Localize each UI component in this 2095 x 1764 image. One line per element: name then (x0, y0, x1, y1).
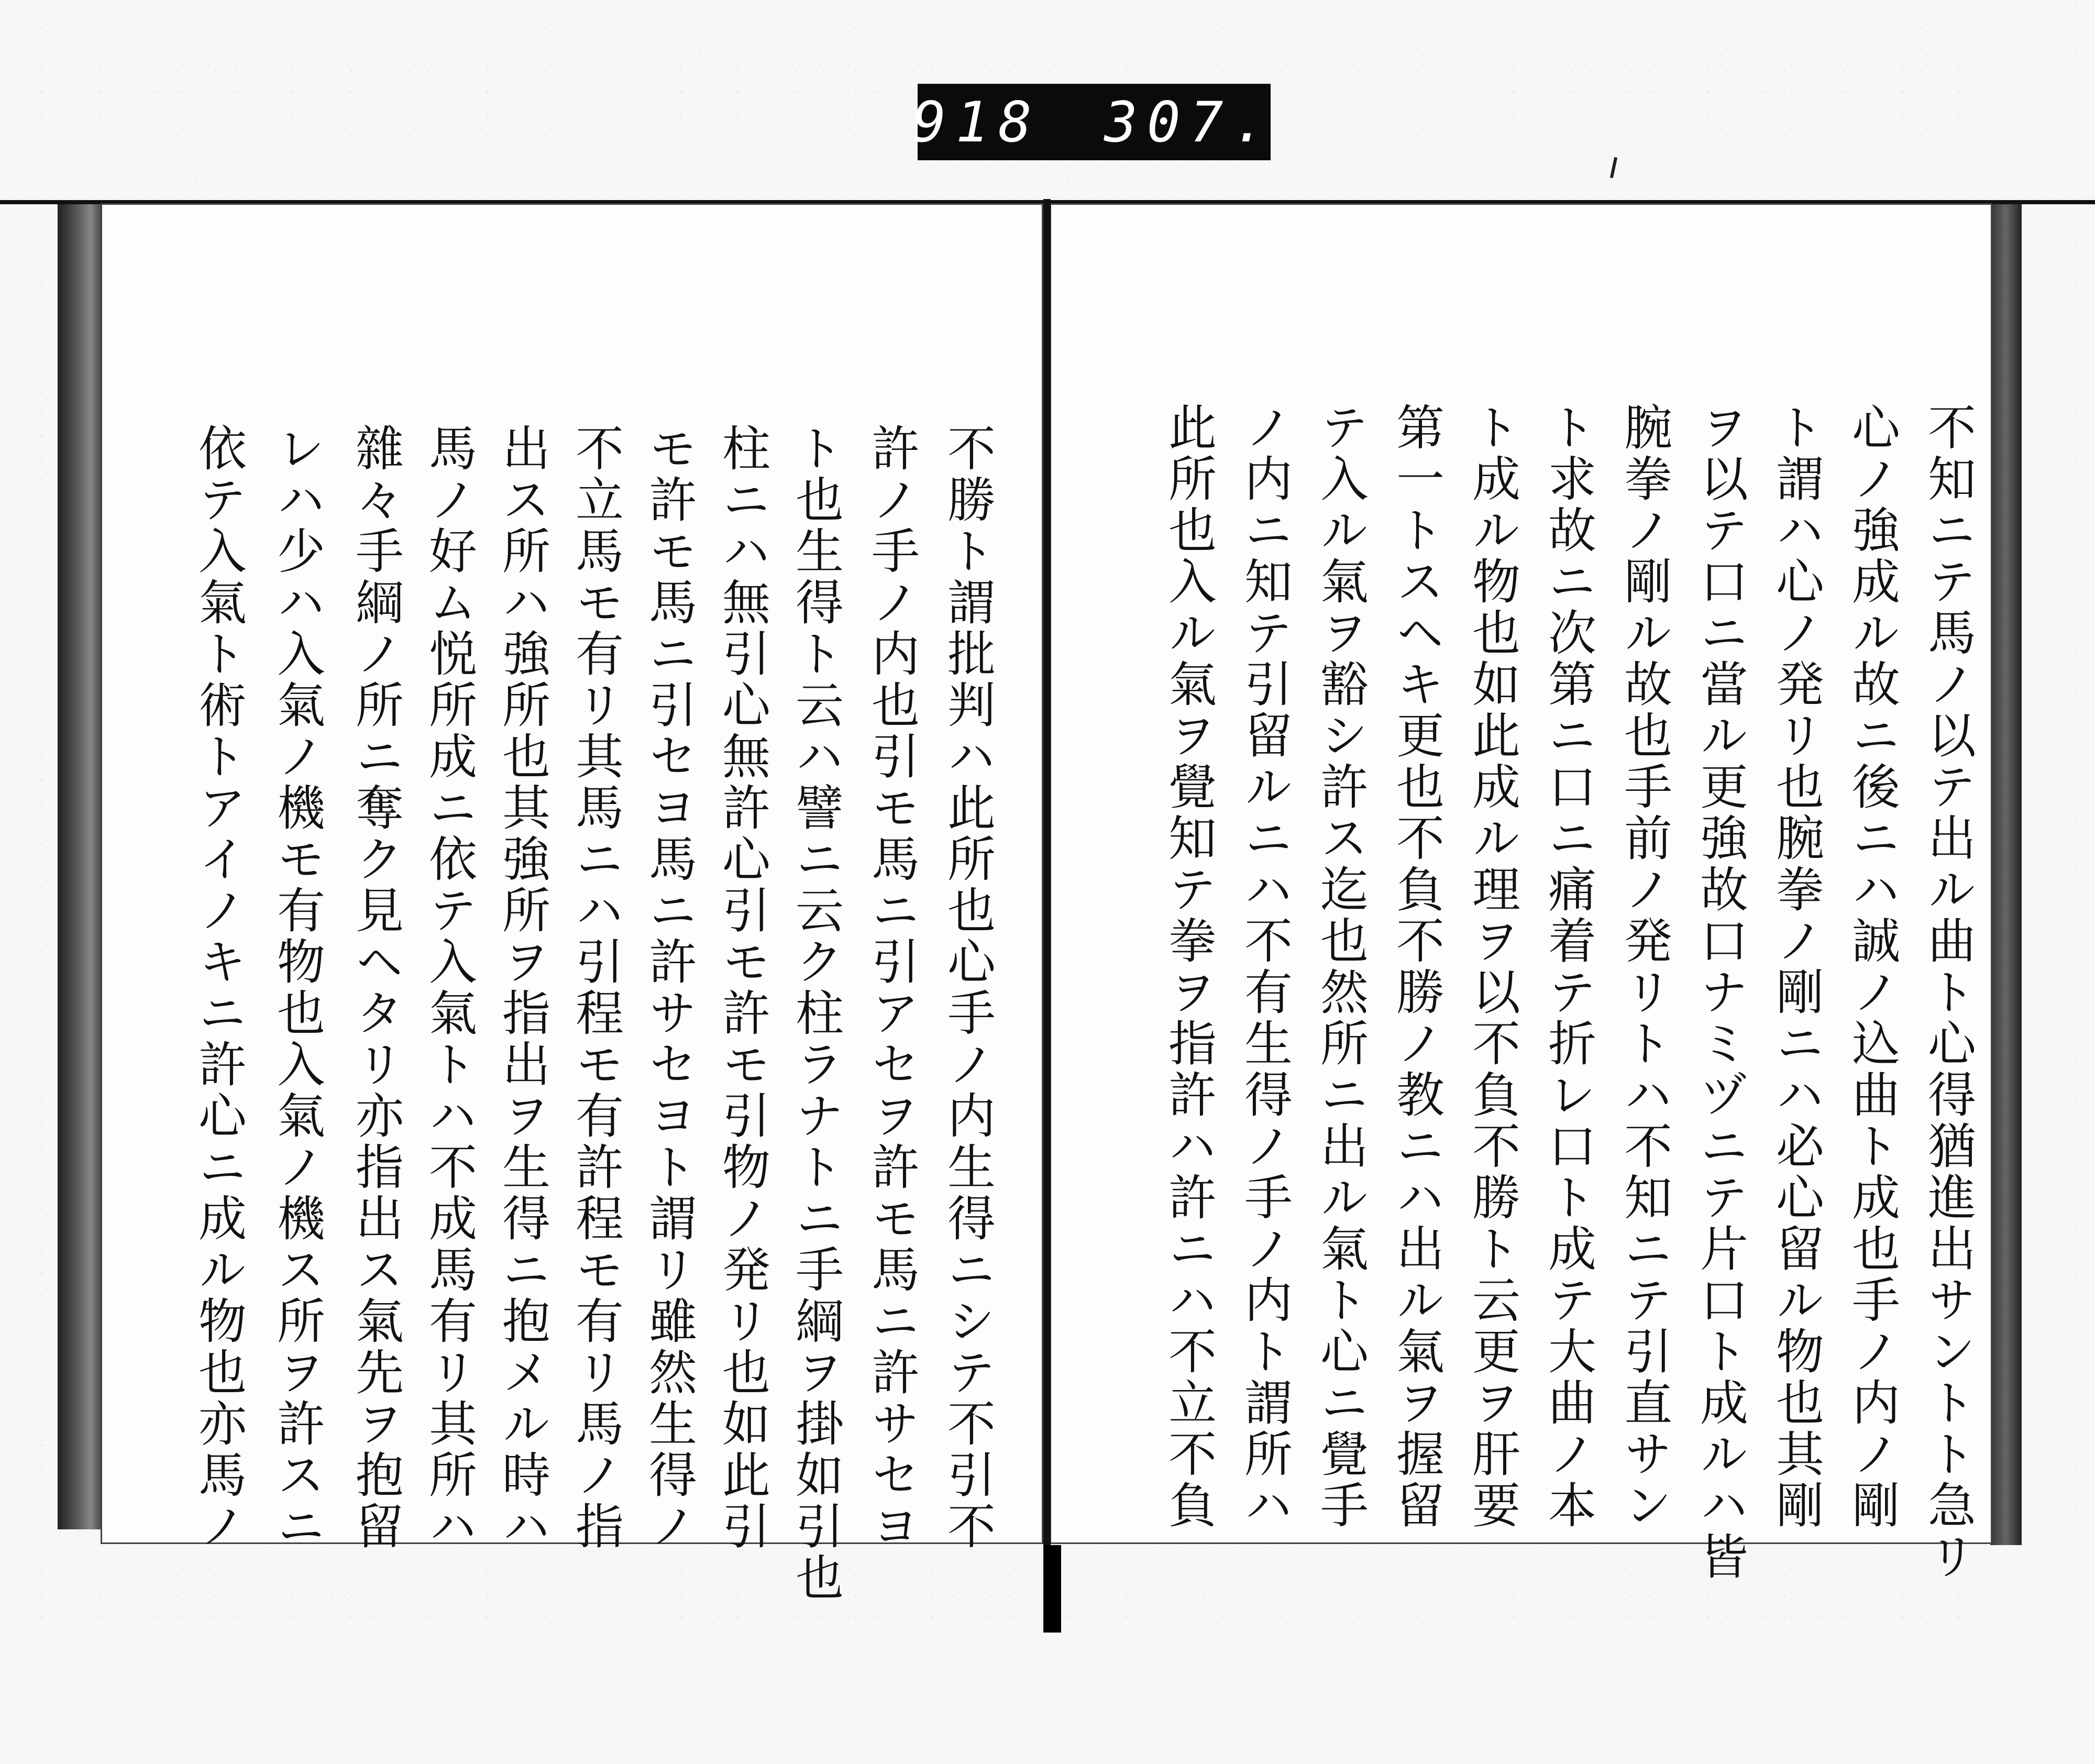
right-page (1050, 203, 1992, 1583)
left-col-6: 不立馬モ有リ其馬ニハ引程モ有許程モ有リ馬ノ指 (568, 423, 624, 1552)
right-col-3: ト謂ハ心ノ発リ也腕拳ノ剛ニハ必心留ル物也其剛 (1768, 402, 1824, 1531)
right-col-6: ト求故ニ次第ニ口ニ痛着テ折レ口ト成テ大曲ノ本 (1540, 402, 1596, 1531)
left-archive-number: 918 (912, 90, 1042, 155)
right-archive-number: 307. (1104, 90, 1276, 155)
right-col-4: ヲ以テ口ニ當ル更強故口ナミヅニテ片口ト成ルハ皆 (1692, 402, 1748, 1583)
archive-number-label (912, 84, 1276, 160)
left-col-7: 出ス所ハ強所也其強所ヲ指出ヲ生得ニ抱メル時ハ (494, 423, 550, 1552)
right-col-8: 第一トスヘキ更也不負不勝ノ教ニハ出ル氣ヲ握留 (1388, 402, 1445, 1531)
left-page-edge (58, 204, 105, 1529)
left-col-9: 雜々手綱ノ所ニ奪ク見ヘタリ亦指出ス氣先ヲ抱留 (348, 423, 404, 1552)
left-col-1: 不勝ト謂批判ハ此所也心手ノ内生得ニシテ不引不 (940, 423, 996, 1552)
right-col-7: ト成ル物也如此成ル理ヲ以不負不勝ト云更ヲ肝要 (1464, 402, 1520, 1531)
book-spine (1043, 199, 1051, 1633)
left-col-2: 許ノ手ノ内也引モ馬ニ引アセヲ許モ馬ニ許サセヨ (864, 423, 920, 1552)
left-col-3: ト也生得ト云ハ譬ニ云ク柱ラナトニ手綱ヲ掛如引也 (788, 423, 844, 1604)
right-col-10: ノ内ニ知テ引留ルニハ不有生得ノ手ノ内ト謂所ハ (1237, 402, 1293, 1531)
left-col-11: 依テ入氣ト術トアイノキニ許心ニ成ル物也亦馬ノ (191, 423, 247, 1552)
right-page-edge (1990, 204, 2022, 1545)
left-page (101, 203, 1043, 1604)
right-col-9: テ入ル氣ヲ豁シ許ス迄也然所ニ出ル氣ト心ニ覺手 (1313, 402, 1369, 1531)
right-col-1: 不知ニテ馬ノ以テ出ル曲ト心得猶進出サントト急リ (1920, 402, 1976, 1583)
left-col-5: モ許モ馬ニ引セヨ馬ニ許サセヨト謂リ雖然生得ノ (641, 423, 697, 1552)
right-col-2: 心ノ強成ル故ニ後ニハ誠ノ込曲ト成也手ノ内ノ剛 (1844, 402, 1900, 1531)
left-col-10: レハ少ハ入氣ノ機モ有物也入氣ノ機ス所ヲ許スニ (269, 423, 325, 1552)
right-col-5: 腕拳ノ剛ル故也手前ノ発リトハ不知ニテ引直サン (1616, 402, 1672, 1531)
left-col-4: 柱ニハ無引心無許心引モ許モ引物ノ発リ也如此引 (714, 423, 770, 1552)
right-col-11: 此所也入ル氣ヲ覺知テ拳ヲ指許ハ許ニハ不立不負 (1161, 402, 1217, 1531)
book-spine-shadow (1044, 1545, 1061, 1633)
left-col-8: 馬ノ好ム悦所成ニ依テ入氣トハ不成馬有リ其所ハ (421, 423, 477, 1552)
